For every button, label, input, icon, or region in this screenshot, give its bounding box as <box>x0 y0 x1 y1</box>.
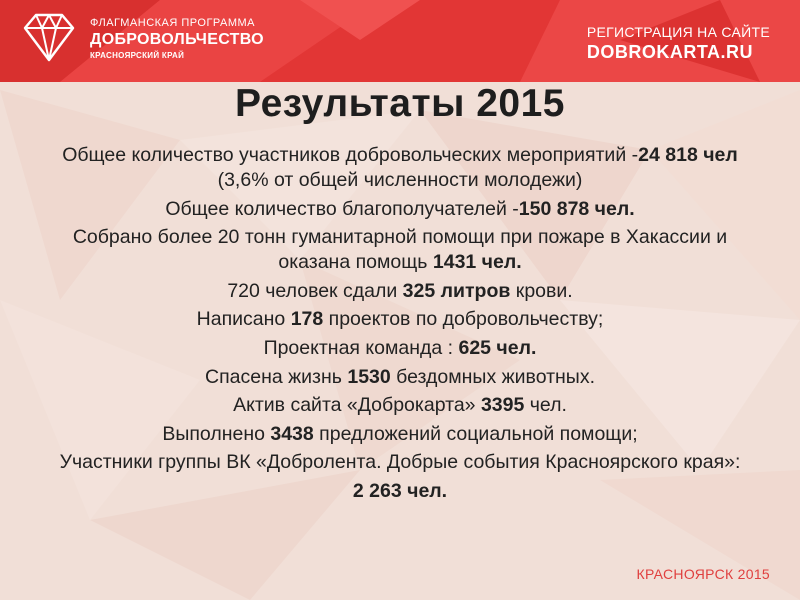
slide-title: Результаты 2015 <box>235 82 565 125</box>
brand-region: КРАСНОЯРСКИЙ КРАЙ <box>90 51 185 60</box>
result-projects: Написано 178 проектов по добровольчеству; <box>196 308 604 331</box>
result-social-help: Выполнено 3438 предложений социальной помощи; <box>162 422 638 445</box>
diamond-logo-icon <box>22 10 76 64</box>
registration-caption: РЕГИСТРАЦИЯ НА САЙТЕ <box>586 24 770 40</box>
result-participants: Общее количество участников добровольческих мероприятий -24 818 чел (3,6% от общей численности молодежи) <box>62 144 738 191</box>
result-site-active: Актив сайта «Доброкарта» 3395 чел. <box>233 394 567 417</box>
result-humanitarian-aid: Собрано более 20 тонн гуманитарной помощи при пожаре в Хакассии и оказана помощь 1431 чел. <box>72 226 728 274</box>
result-project-team: Проектная команда : 625 чел. <box>263 336 537 359</box>
brand-title: ДОБРОВОЛЬЧЕСТВО <box>90 31 264 48</box>
results-list <box>50 143 750 508</box>
program-brand <box>90 16 264 62</box>
result-vk-group: Участники группы ВК «Добролента. Добрые события Красноярского края»: <box>59 451 741 474</box>
footer-city-year: КРАСНОЯРСК 2015 <box>636 566 770 582</box>
registration-site: DOBROKARTA.RU <box>586 42 754 62</box>
result-blood-donation: 720 человек сдали 325 литров крови. <box>227 279 573 302</box>
registration-block <box>587 24 770 63</box>
brand-subtitle: ФЛАГМАНСКАЯ ПРОГРАММА <box>90 17 256 29</box>
result-beneficiaries: Общее количество благополучателей -150 878 чел. <box>165 197 635 220</box>
result-animals-saved: Спасена жизнь 1530 бездомных животных. <box>205 365 595 388</box>
result-vk-group-count: 2 263 чел. <box>352 479 448 502</box>
